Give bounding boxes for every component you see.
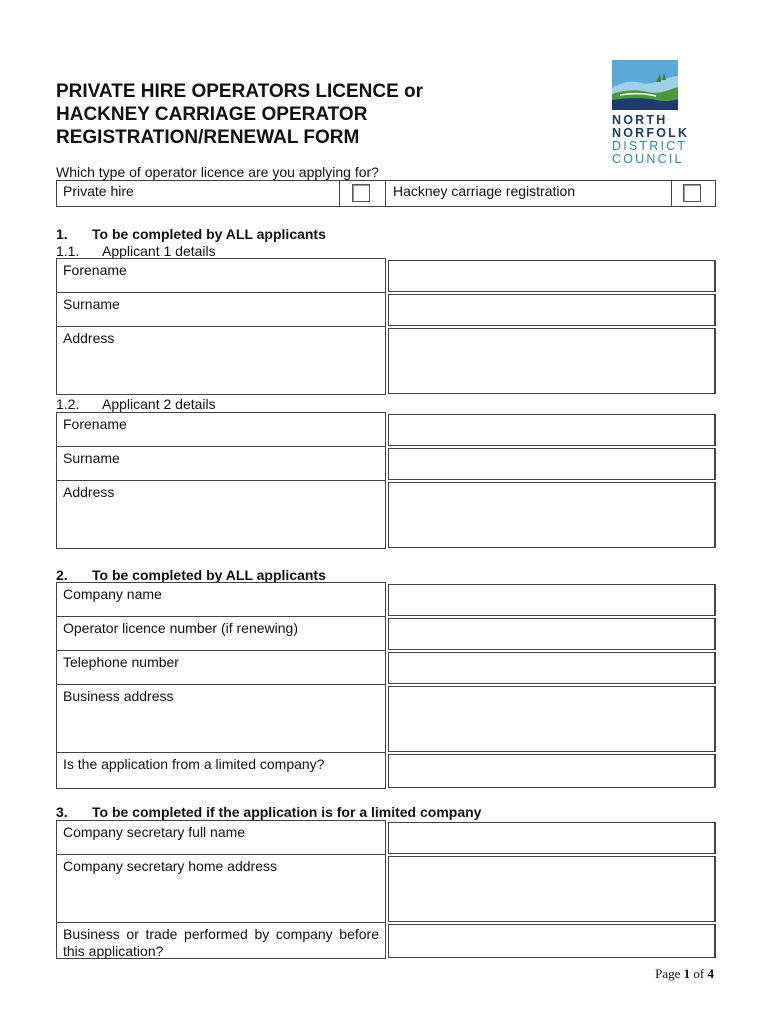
divider — [671, 181, 672, 206]
company-name-label: Company name — [56, 582, 386, 617]
table-row — [56, 821, 716, 855]
section-1-heading — [56, 226, 326, 242]
table-row — [56, 685, 716, 753]
table-row — [56, 259, 716, 293]
secretary-address-label: Company secretary home address — [56, 854, 386, 923]
option-hackney-label: Hackney carriage registration — [393, 183, 576, 199]
title-line-3: REGISTRATION/RENEWAL FORM — [56, 127, 360, 148]
section-3-heading — [56, 804, 481, 820]
logo-line-2: NORFOLK — [612, 126, 690, 140]
table-row — [56, 293, 716, 327]
table-row — [56, 855, 716, 923]
applicant-1-forename-label: Forename — [56, 258, 386, 293]
applicant-1-number: 1.1. — [56, 243, 80, 259]
applicant-2-address-label: Address — [56, 480, 386, 549]
applicant-1-address-field[interactable] — [388, 328, 716, 394]
page-prefix: Page — [655, 966, 684, 981]
divider — [339, 181, 340, 206]
form-title — [56, 80, 526, 149]
option-private-hire-label: Private hire — [63, 183, 134, 199]
company-details-table — [56, 583, 716, 789]
applicant-1-surname-field[interactable] — [388, 294, 716, 326]
logo-line-4: COUNCIL — [612, 152, 684, 166]
page-current: 1 — [683, 966, 691, 981]
licence-type-table — [56, 180, 716, 207]
secretary-name-field[interactable] — [388, 822, 716, 854]
business-address-field[interactable] — [388, 686, 716, 752]
applicant-2-surname-label: Surname — [56, 446, 386, 481]
limited-company-label: Is the application from a limited company? — [56, 752, 386, 789]
business-trade-field[interactable] — [388, 924, 716, 958]
section-1-title: To be completed by ALL applicants — [92, 226, 326, 242]
page-total: 4 — [707, 966, 714, 981]
business-address-label: Business address — [56, 684, 386, 753]
applicant-1-table — [56, 259, 716, 395]
applicant-2-address-field[interactable] — [388, 482, 716, 548]
business-trade-label: Business or trade performed by company before this application? — [56, 922, 386, 959]
table-row — [56, 413, 716, 447]
applicant-2-title: Applicant 2 details — [102, 396, 216, 412]
company-name-field[interactable] — [388, 584, 716, 616]
secretary-address-field[interactable] — [388, 856, 716, 922]
section-2-heading — [56, 567, 326, 583]
table-row — [56, 753, 716, 789]
licence-number-label: Operator licence number (if renewing) — [56, 616, 386, 651]
applicant-1-address-label: Address — [56, 326, 386, 395]
section-1-number: 1. — [56, 226, 68, 242]
title-line-1: PRIVATE HIRE OPERATORS LICENCE or — [56, 81, 424, 102]
section-3-title: To be completed if the application is for a limited company — [92, 804, 482, 820]
table-row — [56, 651, 716, 685]
logo-line-3: DISTRICT — [612, 139, 688, 153]
licence-type-question: Which type of operator licence are you applying for? — [56, 164, 379, 180]
table-row — [56, 583, 716, 617]
section-3-number: 3. — [56, 804, 68, 820]
applicant-2-number: 1.2. — [56, 396, 80, 412]
table-row — [56, 327, 716, 395]
table-row — [56, 617, 716, 651]
page-of: of — [690, 966, 708, 981]
table-row — [56, 447, 716, 481]
applicant-2-table — [56, 413, 716, 549]
hackney-checkbox[interactable] — [683, 184, 701, 202]
council-name — [612, 114, 722, 166]
table-row — [56, 923, 716, 959]
applicant-1-forename-field[interactable] — [388, 260, 716, 292]
applicant-1-surname-label: Surname — [56, 292, 386, 327]
telephone-label: Telephone number — [56, 650, 386, 685]
licence-number-field[interactable] — [388, 618, 716, 650]
section-2-title: To be completed by ALL applicants — [92, 567, 326, 583]
council-logo — [612, 60, 722, 166]
secretary-name-label: Company secretary full name — [56, 820, 386, 855]
page-number — [655, 966, 714, 982]
private-hire-checkbox[interactable] — [352, 184, 370, 202]
applicant-1-heading — [56, 243, 216, 259]
title-line-2: HACKNEY CARRIAGE OPERATOR — [56, 104, 368, 125]
applicant-1-title: Applicant 1 details — [102, 243, 216, 259]
telephone-field[interactable] — [388, 652, 716, 684]
limited-company-field[interactable] — [388, 754, 716, 788]
council-logo-image — [612, 60, 678, 110]
applicant-2-forename-field[interactable] — [388, 414, 716, 446]
applicant-2-surname-field[interactable] — [388, 448, 716, 480]
table-row — [56, 481, 716, 549]
applicant-2-forename-label: Forename — [56, 412, 386, 447]
applicant-2-heading — [56, 396, 216, 412]
section-2-number: 2. — [56, 567, 68, 583]
divider — [385, 181, 386, 206]
limited-company-table — [56, 821, 716, 959]
logo-line-1: NORTH — [612, 113, 668, 127]
